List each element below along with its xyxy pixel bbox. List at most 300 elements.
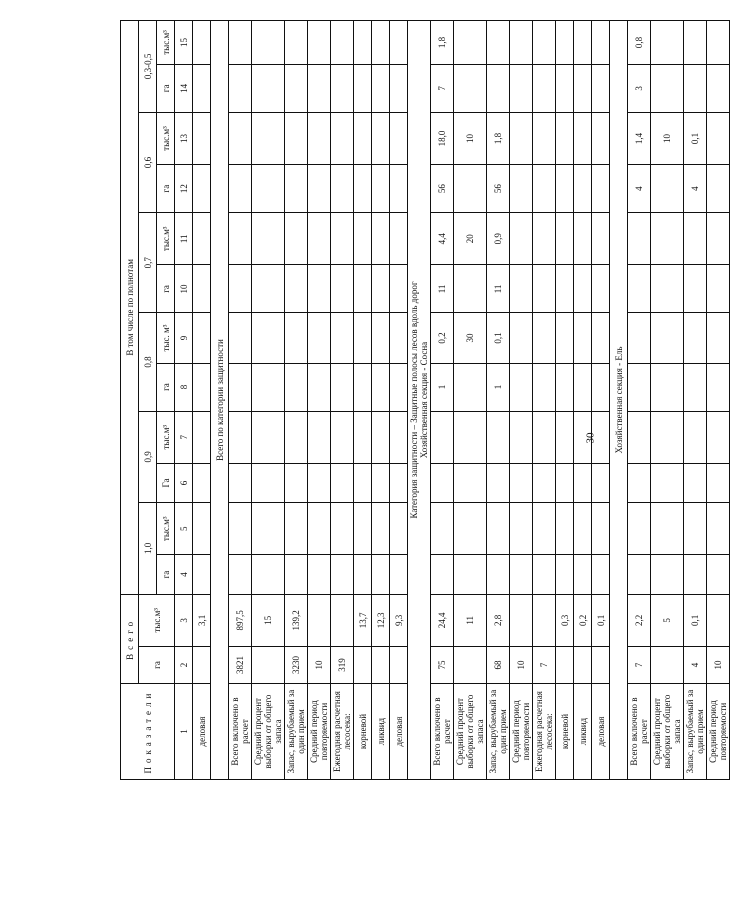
allowable-cut-table [120, 20, 730, 780]
table-cell [229, 503, 252, 555]
header-colnum-9: 10 [175, 265, 193, 313]
row-label: Средний период повторяемости [510, 684, 533, 780]
table-cell [556, 411, 574, 463]
table-cell [372, 213, 390, 265]
table-cell [285, 555, 308, 594]
table-cell [574, 313, 592, 363]
table-cell [574, 503, 592, 555]
table-cell [651, 411, 684, 463]
table-cell [372, 112, 390, 164]
table-cell: 319 [331, 647, 354, 684]
table-row [533, 21, 556, 780]
table-cell [628, 213, 651, 265]
header-colnum-5: 6 [175, 463, 193, 502]
table-cell [431, 463, 454, 502]
table-cell [454, 463, 487, 502]
table-cell [556, 213, 574, 265]
table-cell [229, 64, 252, 112]
table-cell: 56 [431, 165, 454, 213]
table-cell [592, 21, 610, 65]
table-cell [252, 647, 285, 684]
header-colnum-12: 13 [175, 112, 193, 164]
header-indicators: Показатели [121, 684, 175, 780]
table-row [651, 21, 684, 780]
table-cell: 20 [454, 213, 487, 265]
table-cell: 0,1 [684, 112, 707, 164]
header-unit-11: тыс.м³ [157, 21, 175, 65]
table-cell [372, 64, 390, 112]
table-cell [431, 555, 454, 594]
table-cell: 4 [684, 647, 707, 684]
table-cell [487, 503, 510, 555]
table-cell [556, 21, 574, 65]
section-row [211, 21, 229, 780]
table-cell [510, 594, 533, 646]
table-cell [354, 165, 372, 213]
table-cell: 1 [431, 363, 454, 411]
table-cell [574, 265, 592, 313]
header-unit-5: тыс. м³ [157, 313, 175, 363]
table-cell [574, 555, 592, 594]
table-cell [684, 213, 707, 265]
table-cell [354, 213, 372, 265]
table-cell [308, 21, 331, 65]
table-cell [651, 503, 684, 555]
table-cell [533, 363, 556, 411]
table-cell [533, 64, 556, 112]
table-cell [628, 503, 651, 555]
table-cell [331, 112, 354, 164]
table-row [372, 21, 390, 780]
table-cell [454, 411, 487, 463]
table-cell [556, 112, 574, 164]
table-cell [592, 313, 610, 363]
table-cell [684, 503, 707, 555]
row-label: Средний процент выборки от общего запаса [651, 684, 684, 780]
table-cell [533, 265, 556, 313]
table-cell [454, 503, 487, 555]
table-cell: 10 [308, 647, 331, 684]
table-cell [285, 503, 308, 555]
table-cell [252, 21, 285, 65]
header-unit-10: га [157, 64, 175, 112]
table-row [574, 21, 592, 780]
table-cell [229, 411, 252, 463]
table-cell [193, 213, 211, 265]
table-cell [510, 363, 533, 411]
table-cell [331, 594, 354, 646]
table-row [684, 21, 707, 780]
table-cell [390, 313, 408, 363]
table-cell [651, 64, 684, 112]
table-cell [372, 503, 390, 555]
table-cell [193, 21, 211, 65]
table-cell [707, 213, 730, 265]
table-cell [533, 555, 556, 594]
row-label: Средний период повторяемости [308, 684, 331, 780]
table-cell [707, 411, 730, 463]
header-colnum-1: 2 [175, 647, 193, 684]
header-by-density: В том числе по полнотам [121, 21, 139, 595]
table-cell: 1,8 [431, 21, 454, 65]
table-cell [533, 463, 556, 502]
table-cell [487, 411, 510, 463]
table-cell [252, 463, 285, 502]
header-unit-6: га [157, 265, 175, 313]
table-cell [510, 265, 533, 313]
table-cell [354, 21, 372, 65]
table-cell: 10 [651, 112, 684, 164]
section-title [211, 21, 229, 780]
table-cell [510, 555, 533, 594]
table-cell [431, 411, 454, 463]
table-cell [308, 265, 331, 313]
table-cell [556, 463, 574, 502]
row-label: Средний процент выборки от общего запаса [252, 684, 285, 780]
table-cell [592, 503, 610, 555]
table-cell [229, 463, 252, 502]
rotated-table-container [120, 20, 728, 780]
table-cell [372, 265, 390, 313]
table-cell [556, 503, 574, 555]
table-row [308, 21, 331, 780]
header-colnum-0: 1 [175, 684, 193, 780]
table-cell [533, 313, 556, 363]
table-cell: 2,8 [487, 594, 510, 646]
table-cell [285, 363, 308, 411]
table-cell [331, 64, 354, 112]
row-label: деловая [390, 684, 408, 780]
table-cell [487, 21, 510, 65]
table-cell [454, 265, 487, 313]
table-cell [252, 165, 285, 213]
table-cell: 1,4 [628, 112, 651, 164]
table-cell [651, 647, 684, 684]
table-cell: 4 [684, 165, 707, 213]
row-label: Запас, вырубаемый за один прием [487, 684, 510, 780]
table-cell: 5 [651, 594, 684, 646]
table-cell [354, 363, 372, 411]
table-cell [354, 647, 372, 684]
row-label: Всего включено в расчет [229, 684, 252, 780]
table-cell: 0,9 [487, 213, 510, 265]
table-cell [285, 213, 308, 265]
table-cell [331, 555, 354, 594]
table-cell [707, 363, 730, 411]
table-cell [592, 265, 610, 313]
table-cell [285, 313, 308, 363]
table-cell [354, 112, 372, 164]
table-cell: 3230 [285, 647, 308, 684]
table-row [229, 21, 252, 780]
table-cell [533, 165, 556, 213]
table-row [454, 21, 487, 780]
section-subtitle-text: Хозяйственная секция - Сосна [419, 341, 429, 459]
table-cell [193, 647, 211, 684]
table-cell [331, 463, 354, 502]
table-cell [229, 363, 252, 411]
table-cell [308, 503, 331, 555]
table-cell: 12,3 [372, 594, 390, 646]
table-cell: 4,4 [431, 213, 454, 265]
table-cell [574, 21, 592, 65]
table-cell [651, 265, 684, 313]
table-cell: 139,2 [285, 594, 308, 646]
section-row [408, 21, 431, 780]
header-density-0: 1,0 [139, 503, 157, 595]
table-cell: 11 [431, 265, 454, 313]
header-colnum-8: 9 [175, 313, 193, 363]
table-cell [454, 555, 487, 594]
table-cell [574, 64, 592, 112]
table-cell [707, 313, 730, 363]
table-cell [354, 64, 372, 112]
table-row [592, 21, 610, 780]
table-cell [707, 265, 730, 313]
table-cell [308, 594, 331, 646]
table-cell [372, 363, 390, 411]
section-title-text: Всего по категории защитности [214, 339, 225, 461]
table-cell [707, 463, 730, 502]
table-cell [252, 213, 285, 265]
header-m3-total: тыс.м³ [139, 594, 175, 646]
table-cell [628, 313, 651, 363]
table-cell [390, 213, 408, 265]
table-cell [390, 64, 408, 112]
header-density-5: 0,3-0,5 [139, 21, 157, 113]
row-label: Всего включено в расчет [431, 684, 454, 780]
header-unit-4: га [157, 363, 175, 411]
table-cell [390, 463, 408, 502]
table-cell [628, 411, 651, 463]
row-label: деловая [193, 684, 211, 780]
table-cell: 1 [487, 363, 510, 411]
table-cell [331, 411, 354, 463]
table-cell [193, 313, 211, 363]
table-row [707, 21, 730, 780]
table-cell [510, 213, 533, 265]
row-label: ликвид [574, 684, 592, 780]
row-label: Ежегодная расчетная лесосека: [533, 684, 556, 780]
table-cell [684, 313, 707, 363]
table-cell [285, 265, 308, 313]
page-number: 30 [584, 432, 597, 444]
table-cell [651, 463, 684, 502]
table-cell [285, 165, 308, 213]
table-cell [533, 594, 556, 646]
table-cell [193, 503, 211, 555]
table-cell [454, 64, 487, 112]
table-cell: 10 [707, 647, 730, 684]
table-cell [229, 265, 252, 313]
header-total: Всего [121, 594, 139, 683]
table-cell: 0,1 [487, 313, 510, 363]
table-cell: 0,8 [628, 21, 651, 65]
header-density-2: 0,8 [139, 313, 157, 411]
header-ha-total: га [139, 647, 175, 684]
table-cell: 0,1 [592, 594, 610, 646]
table-cell [285, 21, 308, 65]
table-cell: 15 [252, 594, 285, 646]
table-cell [574, 112, 592, 164]
table-cell [707, 503, 730, 555]
table-cell: 0,2 [574, 594, 592, 646]
table-cell: 1,8 [487, 112, 510, 164]
header-unit-8: га [157, 165, 175, 213]
table-cell [372, 313, 390, 363]
table-cell [390, 265, 408, 313]
table-cell [592, 165, 610, 213]
table-cell [651, 313, 684, 363]
header-unit-1: тыс.м³ [157, 503, 175, 555]
table-cell [308, 165, 331, 213]
table-cell [390, 411, 408, 463]
row-label: Ежегодная расчетная лесосека: [331, 684, 354, 780]
table-cell: 3,1 [193, 594, 211, 646]
table-cell [331, 213, 354, 265]
table-cell [556, 363, 574, 411]
table-cell [354, 503, 372, 555]
table-cell [574, 463, 592, 502]
row-label: корневой [354, 684, 372, 780]
table-cell [651, 363, 684, 411]
table-cell [574, 213, 592, 265]
header-colnum-13: 14 [175, 64, 193, 112]
table-cell [252, 313, 285, 363]
table-cell: 11 [454, 594, 487, 646]
table-cell [285, 463, 308, 502]
table-cell [684, 265, 707, 313]
table-cell [252, 411, 285, 463]
table-cell [229, 555, 252, 594]
table-cell [651, 21, 684, 65]
header-colnum-11: 12 [175, 165, 193, 213]
table-cell: 7 [431, 64, 454, 112]
table-cell [684, 463, 707, 502]
table-cell: 3821 [229, 647, 252, 684]
row-label: Запас, вырубаемый за один прием [285, 684, 308, 780]
table-cell [487, 555, 510, 594]
header-unit-0: га [157, 555, 175, 594]
table-cell [308, 64, 331, 112]
table-cell [390, 503, 408, 555]
table-cell: 0,3 [556, 594, 574, 646]
table-cell [556, 313, 574, 363]
table-cell [285, 411, 308, 463]
table-cell: 9,3 [390, 594, 408, 646]
table-cell [331, 165, 354, 213]
table-cell [372, 463, 390, 502]
header-density-3: 0,7 [139, 213, 157, 313]
table-row [331, 21, 354, 780]
header-colnum-10: 11 [175, 213, 193, 265]
table-cell [229, 313, 252, 363]
table-cell [684, 555, 707, 594]
header-unit-9: тыс.м³ [157, 112, 175, 164]
table-cell [193, 463, 211, 502]
table-header [121, 21, 193, 780]
table-cell [684, 363, 707, 411]
table-cell [431, 503, 454, 555]
table-cell: 7 [533, 647, 556, 684]
table-cell [510, 503, 533, 555]
header-colnum-6: 7 [175, 411, 193, 463]
table-row [487, 21, 510, 780]
table-cell [252, 503, 285, 555]
table-cell [308, 411, 331, 463]
table-row [252, 21, 285, 780]
table-cell [454, 647, 487, 684]
table-cell [556, 647, 574, 684]
table-body [193, 21, 730, 780]
table-cell [229, 165, 252, 213]
table-cell: 24,4 [431, 594, 454, 646]
table-row [431, 21, 454, 780]
table-cell [354, 411, 372, 463]
table-cell: 56 [487, 165, 510, 213]
table-cell [372, 411, 390, 463]
table-cell [308, 112, 331, 164]
table-cell [533, 411, 556, 463]
table-cell: 10 [454, 112, 487, 164]
table-cell [229, 213, 252, 265]
row-label: Средний период повторяемости [707, 684, 730, 780]
table-cell [285, 112, 308, 164]
table-cell [193, 64, 211, 112]
table-cell [556, 265, 574, 313]
table-cell [592, 647, 610, 684]
table-row [556, 21, 574, 780]
table-cell [592, 363, 610, 411]
table-cell [193, 411, 211, 463]
table-cell [651, 213, 684, 265]
table-cell [229, 112, 252, 164]
table-cell [354, 265, 372, 313]
table-cell [193, 112, 211, 164]
table-cell [252, 112, 285, 164]
table-cell: 2,2 [628, 594, 651, 646]
table-cell [331, 313, 354, 363]
table-cell [372, 21, 390, 65]
table-cell [390, 555, 408, 594]
table-cell: 11 [487, 265, 510, 313]
table-cell [308, 363, 331, 411]
table-cell [533, 112, 556, 164]
row-label: ликвид [372, 684, 390, 780]
table-cell [285, 64, 308, 112]
header-density-4: 0,6 [139, 112, 157, 212]
table-cell [193, 265, 211, 313]
table-cell [454, 21, 487, 65]
table-row [390, 21, 408, 780]
table-cell [533, 21, 556, 65]
table-cell [510, 21, 533, 65]
table-cell [510, 165, 533, 213]
table-cell [628, 463, 651, 502]
table-cell [592, 213, 610, 265]
row-label: Всего включено в расчет [628, 684, 651, 780]
table-cell [684, 64, 707, 112]
table-cell: 3 [628, 64, 651, 112]
header-colnum-7: 8 [175, 363, 193, 411]
table-cell [454, 363, 487, 411]
table-cell [707, 165, 730, 213]
table-cell: 0,1 [684, 594, 707, 646]
header-unit-2: Га [157, 463, 175, 502]
table-cell [707, 64, 730, 112]
table-cell: 7 [628, 647, 651, 684]
row-label: корневой [556, 684, 574, 780]
